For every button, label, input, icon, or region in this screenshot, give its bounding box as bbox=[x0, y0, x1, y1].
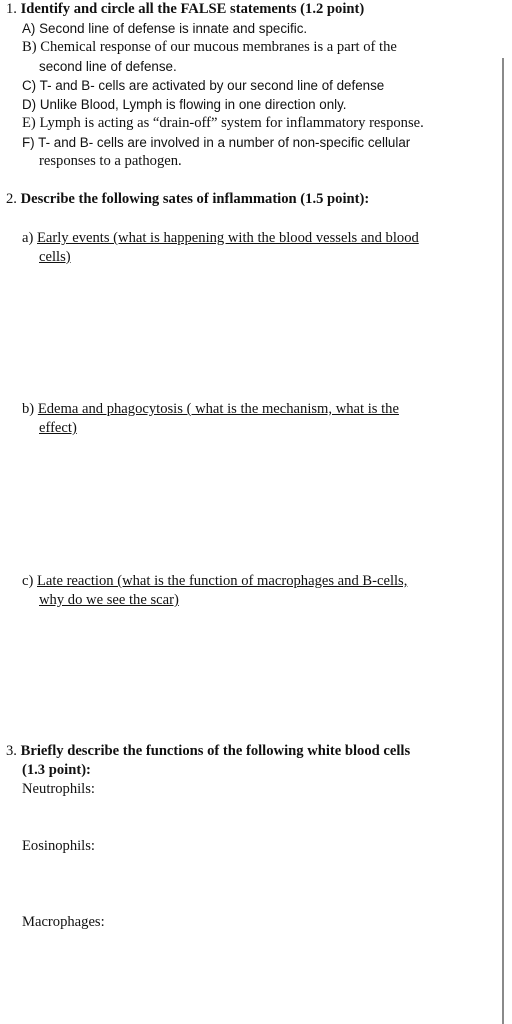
option-letter: D) bbox=[22, 97, 37, 112]
part-text: Early events (what is happening with the blood vessels and blood bbox=[37, 230, 419, 246]
question-2-title bbox=[6, 190, 369, 209]
q1-option-a bbox=[22, 19, 307, 38]
option-letter: F) bbox=[22, 135, 35, 150]
question-1-text: Identify and circle all the FALSE statements (1.2 point) bbox=[20, 1, 365, 17]
label-macrophages: Macrophages: bbox=[22, 914, 105, 930]
q2-part-a-cont: cells) bbox=[39, 249, 71, 265]
question-3-text: Briefly describe the functions of the following white blood cells bbox=[20, 743, 411, 759]
question-3-title-cont: (1.3 point): bbox=[22, 762, 91, 778]
q1-option-c bbox=[22, 76, 384, 95]
part-letter: b) bbox=[22, 401, 35, 417]
option-letter: B) bbox=[22, 39, 37, 55]
q1-option-e bbox=[22, 114, 424, 133]
option-text: Second line of defense is innate and specific. bbox=[39, 21, 308, 36]
question-3-number: 3. bbox=[6, 743, 17, 759]
option-text: Lymph is acting as “drain-off” system for inflammatory response. bbox=[39, 115, 424, 131]
option-text: Unlike Blood, Lymph is flowing in one direction only. bbox=[39, 97, 347, 112]
option-text: T- and B- cells are involved in a number of non-specific cellular bbox=[38, 135, 411, 150]
option-letter: C) bbox=[22, 78, 37, 93]
question-2-number: 2. bbox=[6, 191, 17, 207]
question-1-title bbox=[6, 0, 364, 19]
q1-option-b-cont: second line of defense. bbox=[39, 59, 177, 74]
label-eosinophils: Eosinophils: bbox=[22, 838, 95, 854]
q2-part-c-cont: why do we see the scar) bbox=[39, 592, 179, 608]
page-edge-rule bbox=[502, 58, 504, 1024]
question-1-number: 1. bbox=[6, 1, 17, 17]
q2-part-b-cont: effect) bbox=[39, 420, 77, 436]
option-letter: E) bbox=[22, 115, 36, 131]
part-text: Edema and phagocytosis ( what is the mechanism, what is the bbox=[37, 401, 399, 417]
option-letter: A) bbox=[22, 21, 36, 36]
label-neutrophils: Neutrophils: bbox=[22, 781, 95, 797]
q2-part-c bbox=[22, 572, 407, 591]
option-text: T- and B- cells are activated by our second line of defense bbox=[39, 78, 385, 93]
option-text: Chemical response of our mucous membranes is a part of the bbox=[40, 39, 397, 55]
q2-part-b bbox=[22, 400, 399, 419]
q1-option-f bbox=[22, 133, 410, 152]
question-2-text: Describe the following sates of inflammation (1.5 point): bbox=[20, 191, 370, 207]
q2-part-a bbox=[22, 229, 419, 248]
part-letter: c) bbox=[22, 573, 34, 589]
q1-option-d bbox=[22, 95, 347, 114]
part-text: Late reaction (what is the function of macrophages and B-cells, bbox=[37, 573, 408, 589]
q1-option-f-cont: responses to a pathogen. bbox=[39, 153, 182, 169]
q1-option-b bbox=[22, 38, 397, 57]
question-3-title bbox=[6, 742, 410, 761]
part-letter: a) bbox=[22, 230, 34, 246]
